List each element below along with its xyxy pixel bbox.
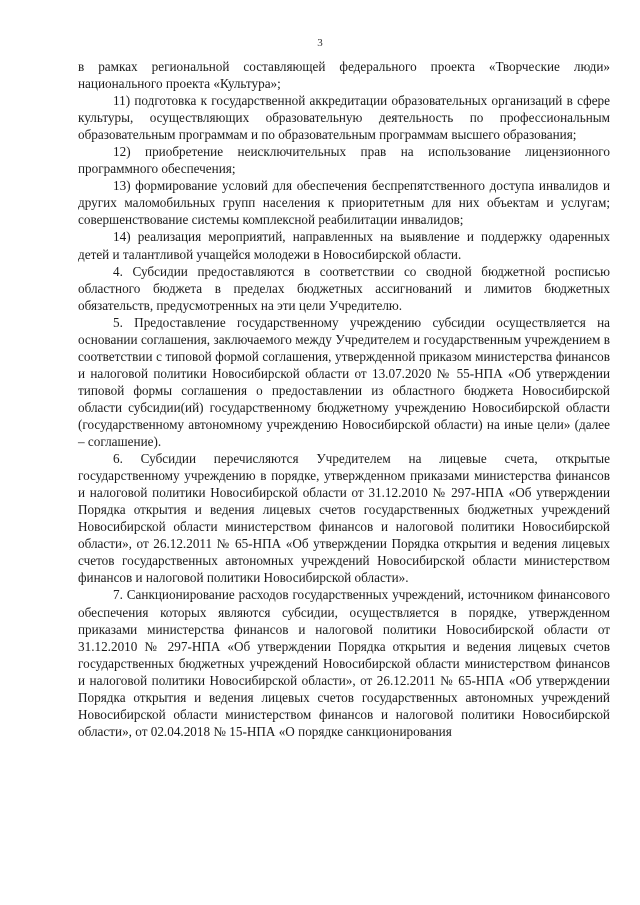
list-item-11: 11) подготовка к государственной аккредитации образовательных организаций в сфере культуры, осуществляющих образовательную деятельность по профессиональным образовательным программам и по образовательным программам высшего образования; (78, 93, 610, 143)
paragraph-continuation: в рамках региональной составляющей федерального проекта «Творческие люди» национального проекта «Культура»; (78, 59, 610, 92)
list-item-13: 13) формирование условий для обеспечения беспрепятственного доступа инвалидов и других маломобильных групп населения к приоритетным для них объектам и услугам; совершенствование системы комплексной реабилитации инвалидов; (78, 178, 610, 228)
clause-6: 6. Субсидии перечисляются Учредителем на лицевые счета, открытые государственному учреждению в порядке, утвержденном приказами министерства финансов и налоговой политики Новосибирской области от 31.12.2010 № 297-НПА «Об утверждении Порядка открытия и ведения лицевых счетов государственных бюджетных учреждений Новосибирской области министерством финансов и налоговой политики Новосибирской области», от 26.12.2011 № 65-НПА «Об утверждении Порядка открытия и ведения лицевых счетов государственных автономных учреждений Новосибирской области министерством финансов и налоговой политики Новосибирской области». (78, 451, 610, 586)
page-number: 3 (317, 37, 323, 49)
document-body (78, 58, 610, 740)
list-item-12: 12) приобретение неисключительных прав на использование лицензионного программного обеспечения; (78, 144, 610, 177)
clause-4: 4. Субсидии предоставляются в соответствии со сводной бюджетной росписью областного бюджета в пределах бюджетных ассигнований и лимитов бюджетных обязательств, предусмотренных на эти цели Учредителю. (78, 263, 610, 313)
clause-5: 5. Предоставление государственному учреждению субсидии осуществляется на основании соглашения, заключаемого между Учредителем и государственным учреждением в соответствии с типовой формой соглашения, утвержденной приказом министерства финансов и налоговой политики Новосибирской области от 13.07.2020 № 55-НПА «Об утверждении типовой формы соглашения о предоставлении из областного бюджета Новосибирской области субсидии(ий) государственному бюджетному учреждению Новосибирской области (государственному автономному учреждению Новосибирской области) на иные цели» (далее – соглашение). (78, 314, 610, 450)
list-item-14: 14) реализация мероприятий, направленных на выявление и поддержку одаренных детей и талантливой учащейся молодежи в Новосибирской области. (78, 229, 610, 262)
clause-7: 7. Санкционирование расходов государственных учреждений, источником финансового обеспечения которых являются субсидии, осуществляется в порядке, утвержденном приказами министерства финансов и налоговой политики Новосибирской области от 31.12.2010 № 297-НПА «Об утверждении Порядка открытия и ведения лицевых счетов государственных бюджетных учреждений Новосибирской области министерством финансов и налоговой политики Новосибирской области», от 26.12.2011 № 65-НПА «Об утверждении Порядка открытия и ведения лицевых счетов государственных автономных учреждений Новосибирской области министерством финансов и налоговой политики Новосибирской области», от 02.04.2018 № 15-НПА «О порядке санкционирования (78, 587, 610, 739)
